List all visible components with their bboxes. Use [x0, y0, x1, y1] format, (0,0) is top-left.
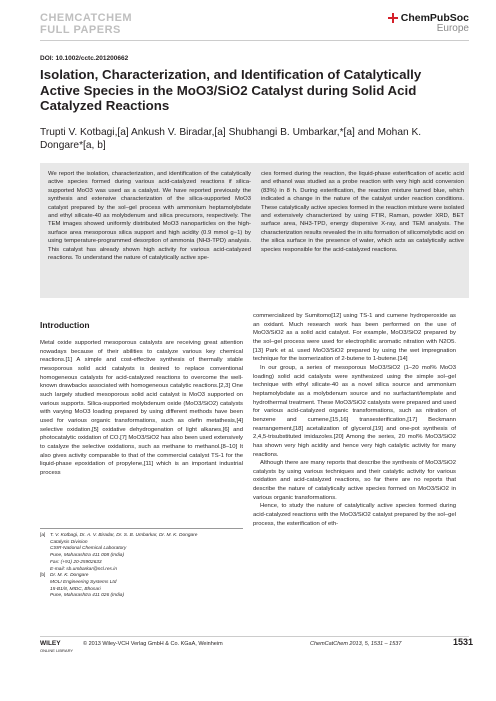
affiliation-a	[40, 533, 243, 573]
publisher-logo	[388, 12, 469, 34]
section-heading: Introduction	[40, 320, 90, 330]
affiliation-line: CSIR-National Chemical Laboratory	[50, 546, 127, 552]
paragraph: Although there are many reports that describe the synthesis of MoO3/SiO2 catalysts by using various techniques and their catalytic activity for various oxidation and acid-catalyzed reactions, so far there are no reports that describe the nature of catalytically active species formed on MoO3/SiO2 in various organic transformations.	[253, 460, 456, 501]
body-left-column	[40, 339, 243, 478]
footnote-rule	[40, 528, 243, 529]
affiliation-line: Fax: (+91) 20-25902633	[50, 559, 102, 565]
affiliation-b	[40, 573, 243, 600]
paragraph: Hence, to study the nature of catalytically active species formed during acid-catalyzed reactions with the MoO3/SiO2 catalyst prepared by the sol–gel process, the esterification of eth-	[253, 503, 456, 527]
affiliation-line: T. V. Kotbagi, Dr. A. V. Biradar, Dr. S. B. Umbarkar, Dr. M. K. Dongare	[50, 533, 198, 538]
header-rule	[40, 40, 469, 41]
wiley-logo	[40, 640, 73, 653]
journal-reference: ChemCatChem 2013, 5, 1531 – 1537	[310, 641, 402, 647]
abstract-box	[40, 163, 469, 298]
affiliations	[40, 533, 243, 600]
publisher-brand: ChemPubSoc	[400, 12, 469, 24]
affiliation-label: [b]	[40, 573, 46, 579]
publisher-sub: Europe	[436, 23, 469, 34]
body-right-column	[253, 312, 456, 528]
abstract-left-column: We report the isolation, characterization, and identification of the catalytically active species formed during various acid-catalyzed reactions if silica-supported MoO3 was used as a catalyst. We have reported previously the synthesis and extensive characterization of the silica-supported MoO3 catalyst prepared by the sol–gel process with ammonium heptamolybdate and ethyl silicate-40 as molybdenum and silica precursors, respectively. The TEM images showed uniformly distributed MoO3 nanoparticles on the high-surface area mesoporous silica support and high acidity (0.9 mmol g−1) by using temperature-programmed desorption of ammonia (NH3-TPD) analysis. This catalyst has already shown high activity for various acid-catalyzed reactions. To understand the nature of catalytically active spe-	[48, 171, 251, 262]
copyright: © 2013 Wiley-VCH Verlag GmbH & Co. KGaA, Weinheim	[83, 641, 223, 647]
affiliation-line: Dr. M. K. Dongare	[50, 573, 89, 579]
affiliation-line: Catalysis Division	[50, 539, 88, 545]
author-list: Trupti V. Kotbagi,[a] Ankush V. Biradar,[a] Shubhangi B. Umbarkar,*[a] and Mohan K. Dongare*[a, b]	[40, 127, 422, 151]
footer-rule	[40, 636, 469, 637]
red-cross-icon	[388, 13, 398, 23]
article-title: Isolation, Characterization, and Identification of Catalytically Active Species in the MoO3/SiO2 Catalyst during Solid Acid Catalyzed Reactions	[40, 67, 422, 114]
abstract-right-column: cies formed during the reaction, the liquid-phase esterification of acetic acid and ethanol was studied as a probe reaction with very high acid conversion (83%) in 8 h. During esterification, the reaction mixture turned blue, which indicated a change in the nature of the catalyst under reaction conditions. These catalytically active species formed in the reaction mixture were isolated and extensively characterized by using FTIR, Raman, powder XRD, BET surface area, NH3-TPD, energy dispersive X-ray, and TEM analysis. The characterization results revealed the in situ formation of silicomolybdic acid on the silica surface in the presence of water, which acts as catalytically active species responsible for the acid-catalyzed reactions.	[261, 171, 464, 253]
paragraph: In our group, a series of mesoporous MoO3/SiO2 (1–20 mol% MoO3 loading) solid acid catalysts were synthesized using the simple sol–gel technique with ethyl silicate-40 as a novel silica source and ammonium heptamolybdate as a molybdenum source and no surfactant/template and hydrothermal treatment. These MoO3/SiO2 catalysts were prepared and used for various acid-catalyzed organic transformations, such as nitration of benzene and cumene,[15,16] transesterification,[17] Beckmann rearrangement,[18] acetalization of glycerol,[19] and one-pot synthesis of 2,4,5-trisubstituted imidazoles.[20] Among the series, 20 mol% MoO3/SiO2 has shown very high acidity and hence very high catalytic activity for many reactions.	[253, 364, 456, 458]
section-label: FULL PAPERS	[40, 24, 121, 36]
affiliation-line: MOLI Engineering Systems Ltd	[50, 579, 117, 585]
page-number: 1531	[453, 637, 474, 647]
journal-name: CHEMCATCHEM	[40, 12, 133, 24]
affiliation-line: E-mail: sb.umbarkar@ncl.res.in	[50, 566, 117, 572]
affiliation-line: Pune, Maharashtra 411 008 (India)	[50, 553, 125, 559]
paragraph: commercialized by Sumitomo[12] using TS-1 and cumene hydroperoxide as an oxidant. Much research work has been performed on the use of MoO3/SiO2 as a solid acid catalyst. For example, MoO3/SiO2 prepared by the sol–gel process were used for electrophilic aromatic nitration with N2O5.[13] Park et al. used MoO3/SiO2 prepared by using the wet impregnation technique for the isomerization of 2-butene to 1-butene.[14]	[253, 313, 456, 363]
wiley-sub: ONLINE LIBRARY	[40, 648, 74, 653]
paragraph: Metal oxide supported mesoporous catalysts are receiving great attention nowadays because of their abilities to catalyze various key chemical reactions.[1] A simple and cost-effective synthesis of thermally stable mesoporous solid acid catalysts is desired to replace conventional homogeneous catalysts for acid-catalyzed reactions to overcome the well-known drawbacks associated with homogeneous catalytic reactions.[2,3] One such largely studied mesoporous solid acid catalyst is MoO3 supported on various supports. Silica-supported molybdenum oxide (MoO3/SiO2) catalysts with varying MoO3 loading prepared by using different methods have been used for various organic transformations, such as olefin metathesis,[4] selective oxidation,[5] oxidative dehydrogenation of light alkanes,[6] and photocatalytic oxidation of CO.[7] MoO3/SiO2 has also been used extensively to catalyze the selective oxidations, such as methane to methanol.[8–10] It also gives activity comparable to that of the commercial catalyst TS-1 for the liquid-phase epoxidation of propylene,[11] which is an important industrial process	[40, 340, 243, 476]
wiley-wordmark: WILEY	[40, 640, 61, 647]
affiliation-label: [a]	[40, 533, 46, 538]
affiliation-line: Pune, Maharashtra 411 026 (India)	[50, 593, 125, 599]
doi: DOI: 10.1002/cctc.201200662	[40, 55, 129, 62]
affiliation-line: 15-B1/8, MIDC, Bhosari	[50, 586, 101, 592]
